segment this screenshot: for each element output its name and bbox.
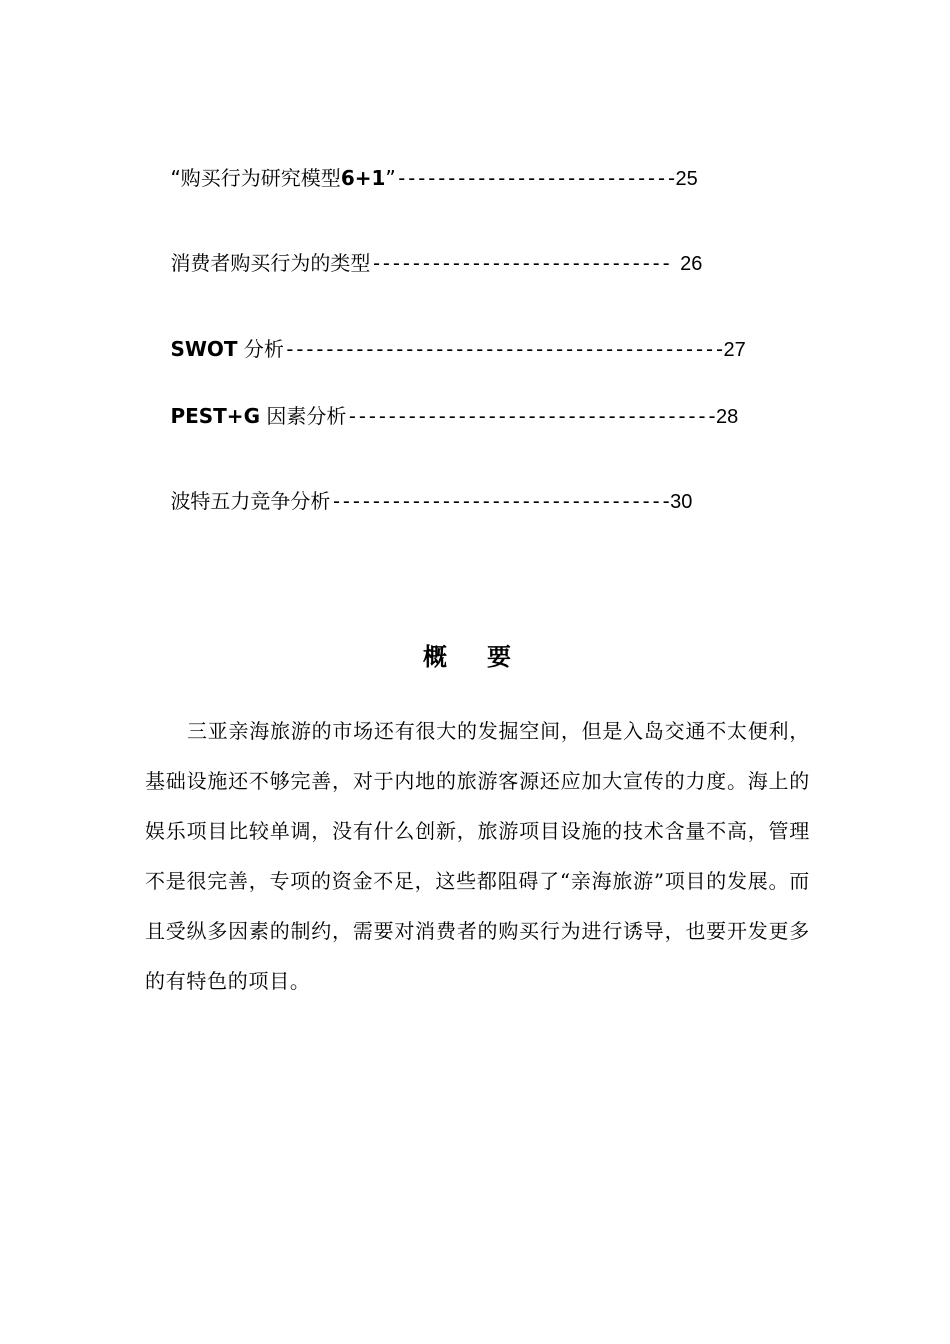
toc-entry-title: PEST+G 因素分析 [170,404,347,428]
toc-entry-leader: ------------------------------ [370,251,681,275]
toc-entry-page: 28 [716,406,739,428]
toc-entry[interactable] [145,224,703,275]
toc-entry-leader: ------------------------------------- [346,404,717,428]
toc-entry-page: 27 [723,339,746,361]
toc-entry-page: 26 [680,253,703,275]
toc-entry-page: 30 [670,491,693,513]
toc-entry-title: 波特五力竞争分析 [170,489,331,513]
toc-entry[interactable] [145,310,746,361]
toc-entry-title: 消费者购买行为的类型 [170,251,371,275]
toc-entry-page: 25 [675,168,698,190]
toc-entry-title: SWOT 分析 [170,337,284,361]
summary-heading: 概要 [423,642,551,671]
toc-entry[interactable] [145,139,698,190]
toc-entry[interactable] [145,462,693,513]
toc-entry-leader: ---------------------------------- [330,489,671,513]
toc-entry[interactable] [145,377,739,428]
toc-entry-title: “购买行为研究模型6+1” [170,166,396,190]
summary-paragraph: 三亚亲海旅游的市场还有很大的发掘空间，但是入岛交通不太便利，基础设施还不够完善，对于内地的旅游客源还应加大宣传的力度。海上的娱乐项目比较单调，没有什么创新，旅游项目设施的技术含量不高，管理不是很完善，专项的资金不足，这些都阻碍了“亲海旅游”项目的发展。而且受纵多因素的制约，需要对消费者的购买行为进行诱导，也要开发更多的有特色的项目。 [145,719,810,993]
toc-entry-leader: -------------------------------------------- [283,337,724,361]
toc-entry-leader: ---------------------------- [395,166,676,190]
